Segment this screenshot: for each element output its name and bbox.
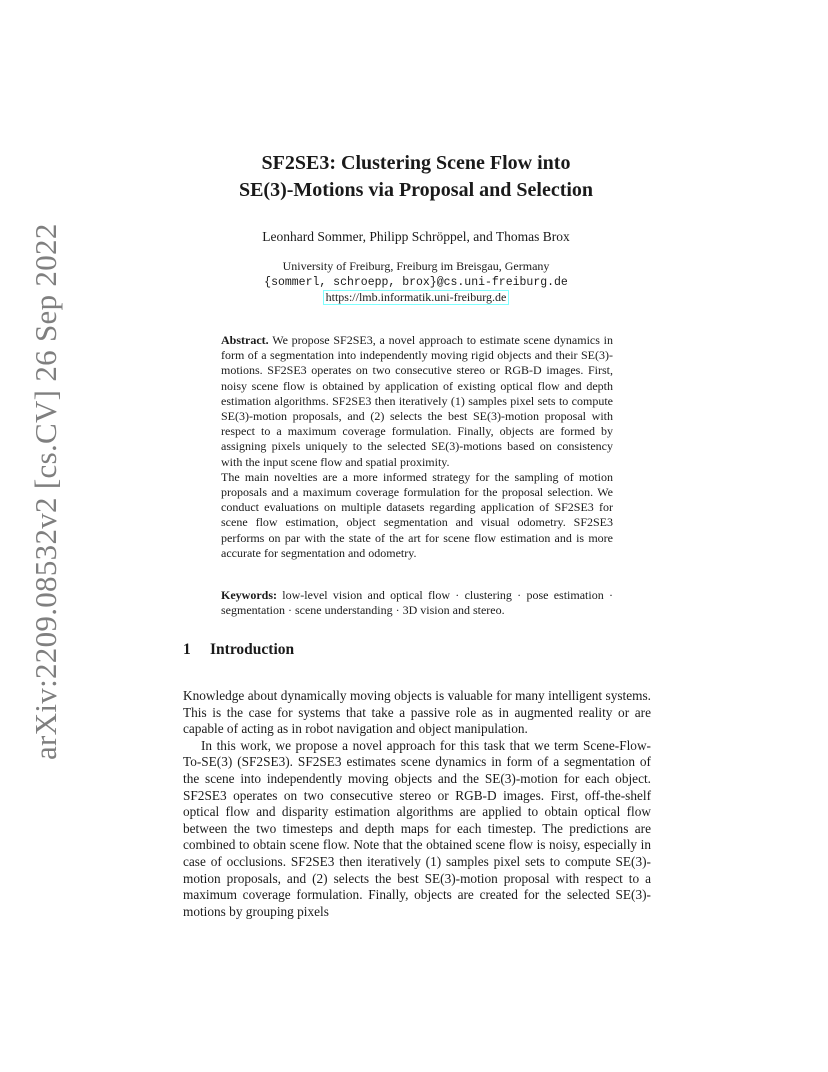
section-title: Introduction: [210, 641, 295, 658]
paper-title: [180, 150, 652, 204]
body-paragraph-1: Knowledge about dynamically moving objects is valuable for many intelligent systems. This is the case for systems that take a passive role as in augmented reality or are capable of acting as in robot navigation and object manipulation.: [183, 688, 651, 737]
abstract-paragraph-1: [221, 333, 613, 470]
author-list: Leonhard Sommer, Philipp Schröppel, and Thomas Brox: [262, 229, 570, 244]
introduction-body: [183, 688, 651, 920]
abstract: [221, 333, 613, 561]
section-heading-introduction: [183, 641, 294, 659]
title-line-1: SF2SE3: Clustering Scene Flow into: [261, 152, 571, 174]
institution: University of Freiburg, Freiburg im Breisgau, Germany: [282, 259, 550, 273]
body-paragraph-2: In this work, we propose a novel approach for this task that we term Scene-Flow-To-SE(3) (SF2SE3). SF2SE3 estimates scene dynamics in form of a segmentation of the scene into independently moving objects and the SE(3)-motion for each object. SF2SE3 operates on two consecutive stereo or RGB-D images. First, off-the-shelf optical flow and disparity estimation algorithms are applied to obtain optical flow between the two timesteps and depth maps for each timestep. The predictions are combined to obtain scene flow. Note that the obtained scene flow is noisy, especially in case of occlusions. SF2SE3 then iteratively (1) samples pixel sets to compute SE(3)-motion proposals, and (2) selects the best SE(3)-motion proposal with respect to a maximum coverage formulation. Finally, objects are created for the selected SE(3)-motions by grouping pixels: [183, 737, 651, 919]
keywords-text: low-level vision and optical flow · clustering · pose estimation · segmentation · scene understanding · 3D vision and stereo.: [221, 588, 613, 618]
title-line-2: SE(3)-Motions via Proposal and Selection: [238, 179, 594, 201]
author-emails: {sommerl, schroepp, brox}@cs.uni-freiburg.de: [264, 275, 568, 289]
keywords: [221, 588, 613, 618]
arxiv-identifier-stamp: arXiv:2209.08532v2 [cs.CV] 26 Sep 2022: [28, 223, 63, 760]
abstract-label: Abstract.: [221, 333, 269, 347]
abstract-text-1: We propose SF2SE3, a novel approach to estimate scene dynamics in form of a segmentation into independently moving rigid objects and their SE(3)-motions. SF2SE3 operates on two consecutive stereo or RGB-D images. First, noisy scene flow is obtained by application of existing optical flow and depth estimation algorithms. SF2SE3 then iteratively (1) samples pixel sets to compute SE(3)-motion proposals, and (2) selects the best SE(3)-motion proposal with respect to a maximum coverage formulation. Finally, objects are formed by assigning pixels uniquely to the selected SE(3)-motions based on consistency with the input scene flow and spatial proximity.: [221, 333, 613, 469]
abstract-paragraph-2: The main novelties are a more informed strategy for the sampling of motion proposals and a maximum coverage formulation for the proposal selection. We conduct evaluations on multiple datasets regarding application of SF2SE3 for scene flow estimation, object segmentation and visual odometry. SF2SE3 performs on par with the state of the art for scene flow estimation and is more accurate for segmentation and odometry.: [221, 469, 613, 560]
lab-url-link[interactable]: https://lmb.informatik.uni-freiburg.de: [323, 290, 510, 305]
section-number: 1: [183, 641, 191, 658]
keywords-label: Keywords:: [221, 588, 277, 602]
affiliation-block: [180, 259, 652, 306]
